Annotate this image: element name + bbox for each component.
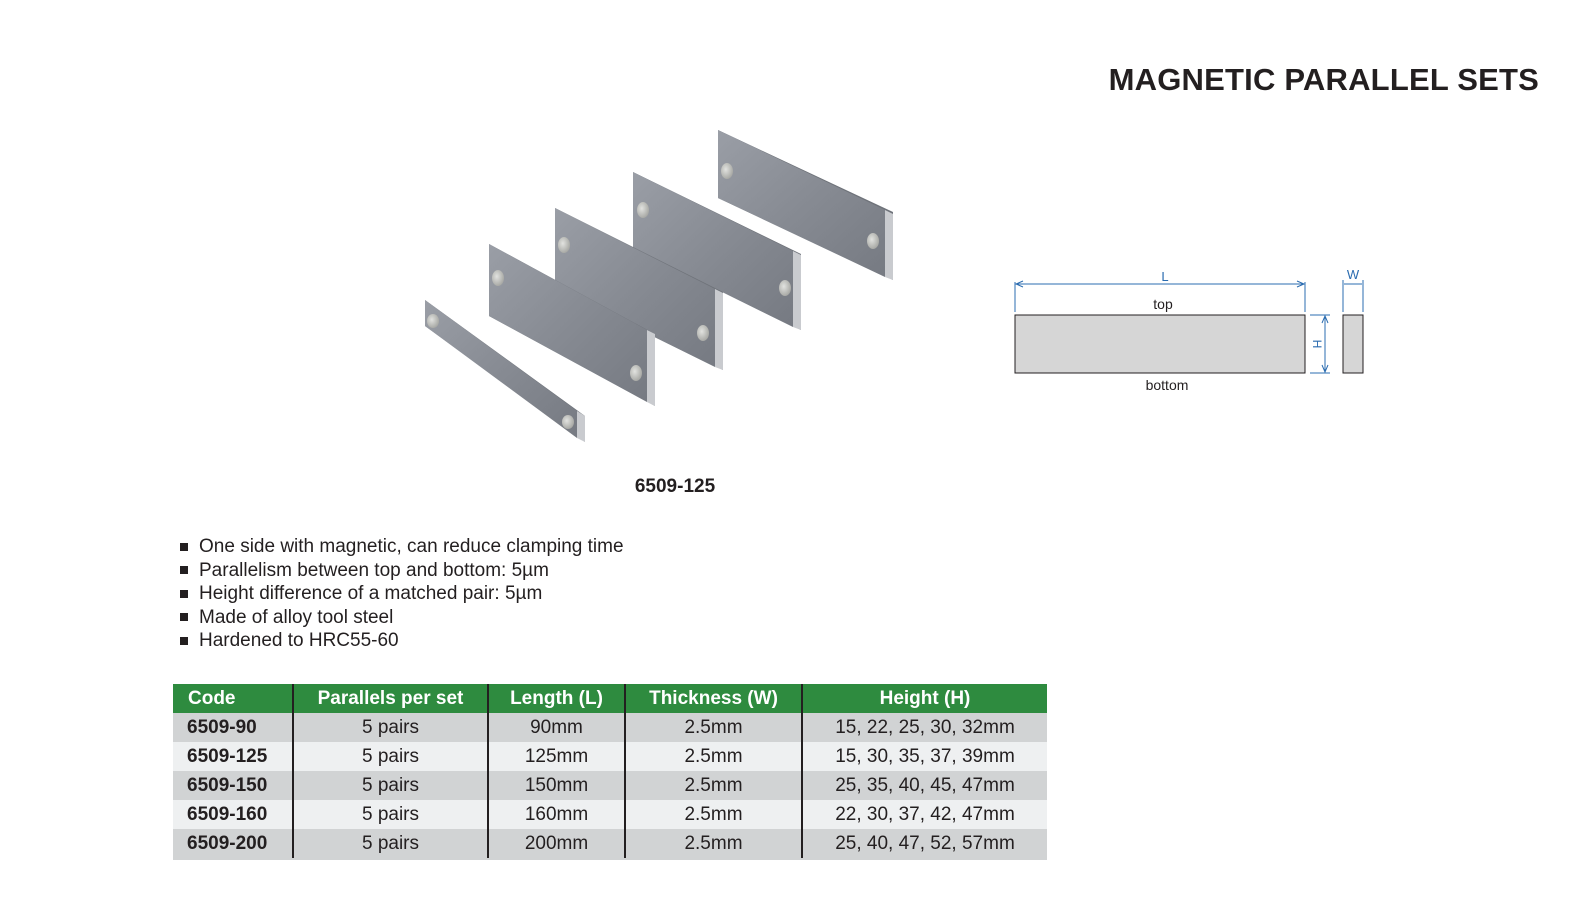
length-cell: 160mm [488, 800, 625, 829]
feature-text: Made of alloy tool steel [199, 606, 394, 628]
feature-item [180, 629, 624, 653]
width-label: W [1346, 267, 1360, 282]
bottom-label: bottom [1145, 377, 1189, 393]
length-cell: 125mm [488, 742, 625, 771]
feature-text: Parallelism between top and bottom: 5µm [199, 559, 549, 581]
feature-item [180, 559, 624, 583]
parallels-cell: 5 pairs [293, 742, 488, 771]
parallels-cell: 5 pairs [293, 800, 488, 829]
parallels-cell: 5 pairs [293, 771, 488, 800]
bullet-icon [180, 590, 188, 598]
bar-side-view [1343, 315, 1363, 373]
code-cell: 6509-125 [173, 742, 293, 771]
feature-list [180, 535, 624, 653]
feature-item [180, 606, 624, 630]
length-cell: 90mm [488, 713, 625, 742]
column-header-code: Code [173, 684, 293, 713]
bar-front-view [1015, 315, 1305, 373]
table-row [173, 829, 1047, 859]
column-header-thickness: Thickness (W) [625, 684, 802, 713]
bullet-icon [180, 543, 188, 551]
feature-text: Hardened to HRC55-60 [199, 630, 399, 651]
table-row [173, 800, 1047, 829]
height-cell: 15, 22, 25, 30, 32mm [802, 713, 1047, 742]
length-cell: 150mm [488, 771, 625, 800]
height-cell: 25, 35, 40, 45, 47mm [802, 771, 1047, 800]
table-row [173, 742, 1047, 771]
column-header-parallels: Parallels per set [293, 684, 488, 713]
top-label: top [1153, 296, 1173, 312]
thickness-cell: 2.5mm [625, 742, 802, 771]
photo-caption: 6509-125 [634, 476, 716, 497]
bullet-icon [180, 613, 188, 621]
page-title: MAGNETIC PARALLEL SETS [1108, 62, 1539, 97]
table-row [173, 771, 1047, 800]
spec-table [173, 684, 1047, 860]
product-photo [405, 120, 910, 460]
code-cell: 6509-150 [173, 771, 293, 800]
code-cell: 6509-90 [173, 713, 293, 742]
length-label: L [1161, 269, 1169, 284]
height-cell: 15, 30, 35, 37, 39mm [802, 742, 1047, 771]
height-label: H [1310, 339, 1324, 349]
height-cell: 25, 40, 47, 52, 57mm [802, 829, 1047, 859]
feature-text: One side with magnetic, can reduce clamping time [199, 536, 624, 557]
table-row [173, 713, 1047, 742]
bullet-icon [180, 566, 188, 574]
table-header-row [173, 684, 1047, 713]
dimension-diagram [1005, 262, 1380, 402]
column-header-height: Height (H) [802, 684, 1047, 713]
bullet-icon [180, 637, 188, 645]
thickness-cell: 2.5mm [625, 713, 802, 742]
thickness-cell: 2.5mm [625, 771, 802, 800]
parallels-cell: 5 pairs [293, 829, 488, 859]
feature-item [180, 582, 624, 606]
thickness-cell: 2.5mm [625, 800, 802, 829]
length-cell: 200mm [488, 829, 625, 859]
code-cell: 6509-160 [173, 800, 293, 829]
height-cell: 22, 30, 37, 42, 47mm [802, 800, 1047, 829]
parallels-cell: 5 pairs [293, 713, 488, 742]
feature-text: Height difference of a matched pair: 5µm [199, 583, 543, 604]
feature-item [180, 535, 624, 559]
column-header-length: Length (L) [488, 684, 625, 713]
thickness-cell: 2.5mm [625, 829, 802, 859]
code-cell: 6509-200 [173, 829, 293, 859]
